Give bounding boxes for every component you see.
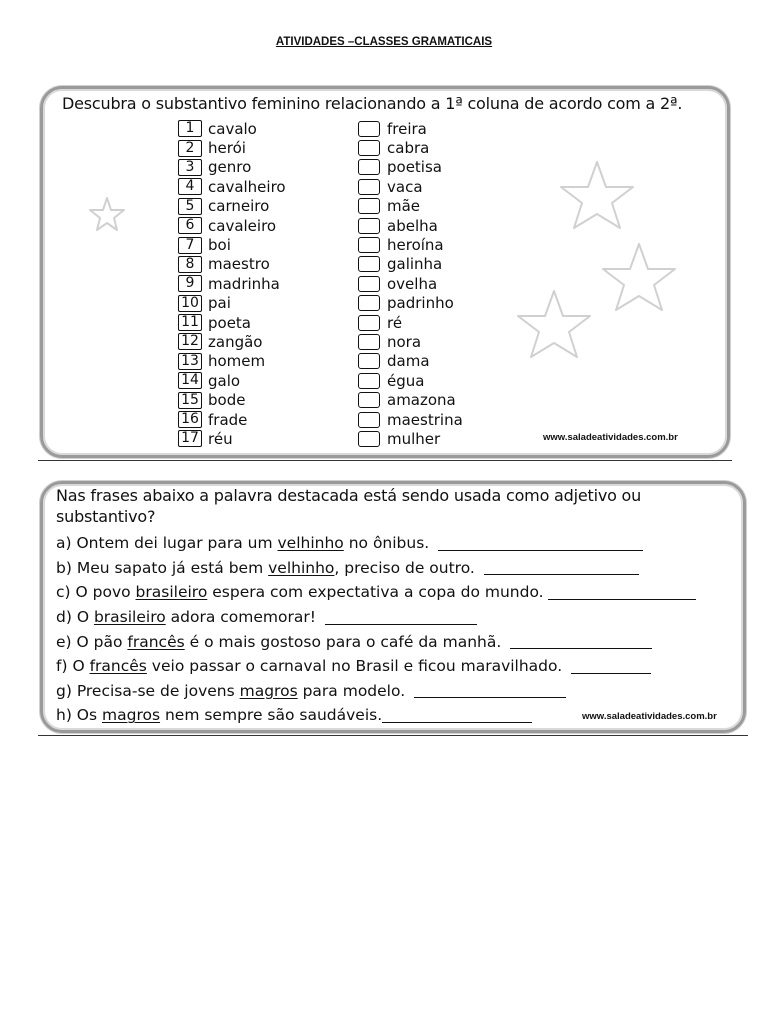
sentence-text: veio passar o carnaval no Brasil e ficou maravilhado.	[146, 657, 568, 676]
list-item	[178, 138, 286, 157]
word: ovelha	[387, 274, 438, 293]
word: cavalheiro	[208, 177, 286, 196]
list-item	[358, 429, 463, 448]
item-number: 8	[178, 256, 202, 273]
list-item	[358, 138, 463, 157]
word: poetisa	[387, 158, 442, 177]
word: poeta	[208, 313, 252, 332]
list-item	[358, 332, 463, 351]
word: galinha	[387, 255, 443, 274]
list-item	[358, 255, 463, 274]
item-number: 7	[178, 237, 202, 254]
list-item	[358, 216, 463, 235]
site-credit: www.saladeatividades.com.br	[543, 432, 678, 443]
word: dama	[387, 352, 430, 371]
word: maestrina	[387, 410, 463, 429]
item-number: 14	[178, 372, 202, 389]
list-item	[178, 197, 286, 216]
list-item	[178, 216, 286, 235]
list-item	[178, 158, 286, 177]
sentence-item	[56, 556, 696, 581]
answer-box[interactable]	[358, 431, 380, 447]
word: nora	[387, 332, 422, 351]
list-item	[178, 371, 286, 390]
highlighted-word: velhinho	[277, 534, 344, 553]
answer-box[interactable]	[358, 295, 380, 311]
star-icon	[561, 162, 633, 228]
list-item	[178, 274, 286, 293]
activity-2-instruction: Nas frases abaixo a palavra destacada está sendo usada como adjetivo ou substantivo?	[56, 486, 642, 526]
list-item	[358, 313, 463, 332]
list-item	[358, 294, 463, 313]
star-icon	[518, 291, 590, 357]
answer-box[interactable]	[358, 218, 380, 234]
highlighted-word: magros	[239, 681, 298, 700]
divider	[38, 460, 732, 461]
item-number: 12	[178, 333, 202, 350]
item-number: 13	[178, 353, 202, 370]
item-number: 9	[178, 275, 202, 292]
item-letter: g)	[56, 681, 72, 700]
sentence-text: O	[67, 657, 90, 676]
item-number: 2	[178, 140, 202, 157]
answer-box[interactable]	[358, 412, 380, 428]
word: heroína	[387, 236, 444, 255]
highlighted-word: magros	[102, 706, 161, 725]
star-icon	[603, 244, 675, 310]
sentence-item	[56, 654, 696, 679]
sentence-text: no ônibus.	[343, 534, 435, 553]
sentence-item	[56, 531, 696, 556]
word: égua	[387, 371, 425, 390]
list-item	[358, 390, 463, 409]
item-number: 10	[178, 295, 202, 312]
item-number: 1	[178, 120, 202, 137]
word: freira	[387, 119, 427, 138]
item-number: 16	[178, 411, 202, 428]
answer-box[interactable]	[358, 256, 380, 272]
answer-box[interactable]	[358, 392, 380, 408]
site-credit: www.saladeatividades.com.br	[582, 711, 717, 722]
item-number: 15	[178, 392, 202, 409]
answer-box[interactable]	[358, 179, 380, 195]
list-item	[178, 119, 286, 138]
item-number: 11	[178, 314, 202, 331]
highlighted-word: brasileiro	[135, 583, 208, 602]
item-number: 6	[178, 217, 202, 234]
list-item	[178, 177, 286, 196]
word: padrinho	[387, 294, 454, 313]
word: boi	[208, 236, 231, 255]
answer-line[interactable]	[438, 536, 643, 551]
list-item	[358, 158, 463, 177]
answer-line[interactable]	[325, 610, 477, 625]
item-number: 4	[178, 178, 202, 195]
word: zangão	[208, 332, 263, 351]
list-item	[178, 352, 286, 371]
word: bode	[208, 391, 246, 410]
item-number: 3	[178, 159, 202, 176]
star-icon	[90, 198, 124, 230]
item-letter: a)	[56, 534, 72, 553]
highlighted-word: velhinho	[268, 558, 335, 577]
list-item	[358, 119, 463, 138]
sentence-text: O pão	[71, 632, 128, 651]
sentence-text: nem sempre são saudáveis.	[160, 706, 383, 725]
answer-box[interactable]	[358, 159, 380, 175]
sentence-text: Meu sapato já está bem	[71, 558, 269, 577]
answer-line[interactable]	[382, 708, 532, 723]
list-item	[178, 313, 286, 332]
list-item	[178, 410, 286, 429]
answer-line[interactable]	[510, 634, 652, 649]
word: mulher	[387, 429, 441, 448]
word: amazona	[387, 391, 456, 410]
sentence-text: espera com expectativa a copa do mundo.	[207, 583, 544, 602]
item-number: 5	[178, 198, 202, 215]
sentence-item	[56, 605, 696, 630]
item-letter: e)	[56, 632, 72, 651]
word: vaca	[387, 177, 423, 196]
answer-line[interactable]	[484, 560, 639, 575]
sentence-text: é o mais gostoso para o café da manhã.	[184, 632, 507, 651]
list-item	[178, 294, 286, 313]
answer-box[interactable]	[358, 353, 380, 369]
word: ré	[387, 313, 403, 332]
sentence-text: Precisa-se de jovens	[71, 681, 240, 700]
item-number: 17	[178, 430, 202, 447]
answer-line[interactable]	[414, 683, 566, 698]
answer-box[interactable]	[358, 140, 380, 156]
list-item	[358, 371, 463, 390]
word: cabra	[387, 139, 430, 158]
list-item	[358, 177, 463, 196]
sentence-text: Ontem dei lugar para um	[71, 534, 278, 553]
answer-line[interactable]	[571, 659, 651, 674]
word: maestro	[208, 255, 270, 274]
list-item	[178, 429, 286, 448]
sentence-item	[56, 580, 696, 605]
item-letter: f)	[56, 657, 68, 676]
highlighted-word: francês	[89, 657, 147, 676]
word: madrinha	[208, 274, 280, 293]
item-letter: c)	[56, 583, 71, 602]
activity-1-instruction: Descubra o substantivo feminino relacionando a 1ª coluna de acordo com a 2ª.	[62, 94, 683, 113]
sentence-text: adora comemorar!	[165, 608, 321, 627]
highlighted-word: brasileiro	[93, 608, 166, 627]
divider	[38, 735, 748, 736]
feminine-word-list	[358, 119, 463, 449]
answer-box[interactable]	[358, 315, 380, 331]
list-item	[358, 235, 463, 254]
item-letter: b)	[56, 558, 72, 577]
word: mãe	[387, 197, 421, 216]
list-item	[358, 197, 463, 216]
list-item	[358, 274, 463, 293]
word: cavaleiro	[208, 216, 277, 235]
highlighted-word: francês	[127, 632, 185, 651]
answer-box[interactable]	[358, 121, 380, 137]
list-item	[358, 352, 463, 371]
sentence-text: O	[71, 608, 94, 627]
word: cavalo	[208, 119, 257, 138]
page-title: ATIVIDADES –CLASSES GRAMATICAIS	[275, 36, 493, 48]
answer-box[interactable]	[358, 237, 380, 253]
word: genro	[208, 158, 252, 177]
answer-box[interactable]	[358, 276, 380, 292]
item-letter: d)	[56, 608, 72, 627]
masculine-word-list	[178, 119, 286, 449]
list-item	[178, 390, 286, 409]
sentence-text: para modelo.	[297, 681, 411, 700]
list-item	[178, 255, 286, 274]
sentence-list	[56, 531, 696, 728]
word: pai	[208, 294, 231, 313]
answer-box[interactable]	[358, 373, 380, 389]
item-letter: h)	[56, 706, 72, 725]
list-item	[178, 235, 286, 254]
word: carneiro	[208, 197, 270, 216]
sentence-item	[56, 629, 696, 654]
sentence-item	[56, 679, 696, 704]
sentence-text: Os	[71, 706, 103, 725]
answer-box[interactable]	[358, 198, 380, 214]
sentence-text: , preciso de outro.	[334, 558, 480, 577]
word: galo	[208, 371, 241, 390]
sentence-text: O povo	[70, 583, 136, 602]
word: abelha	[387, 216, 438, 235]
word: frade	[208, 410, 248, 429]
answer-line[interactable]	[548, 585, 696, 600]
list-item	[178, 332, 286, 351]
word: homem	[208, 352, 266, 371]
answer-box[interactable]	[358, 334, 380, 350]
word: réu	[208, 429, 233, 448]
word: herói	[208, 139, 246, 158]
list-item	[358, 410, 463, 429]
